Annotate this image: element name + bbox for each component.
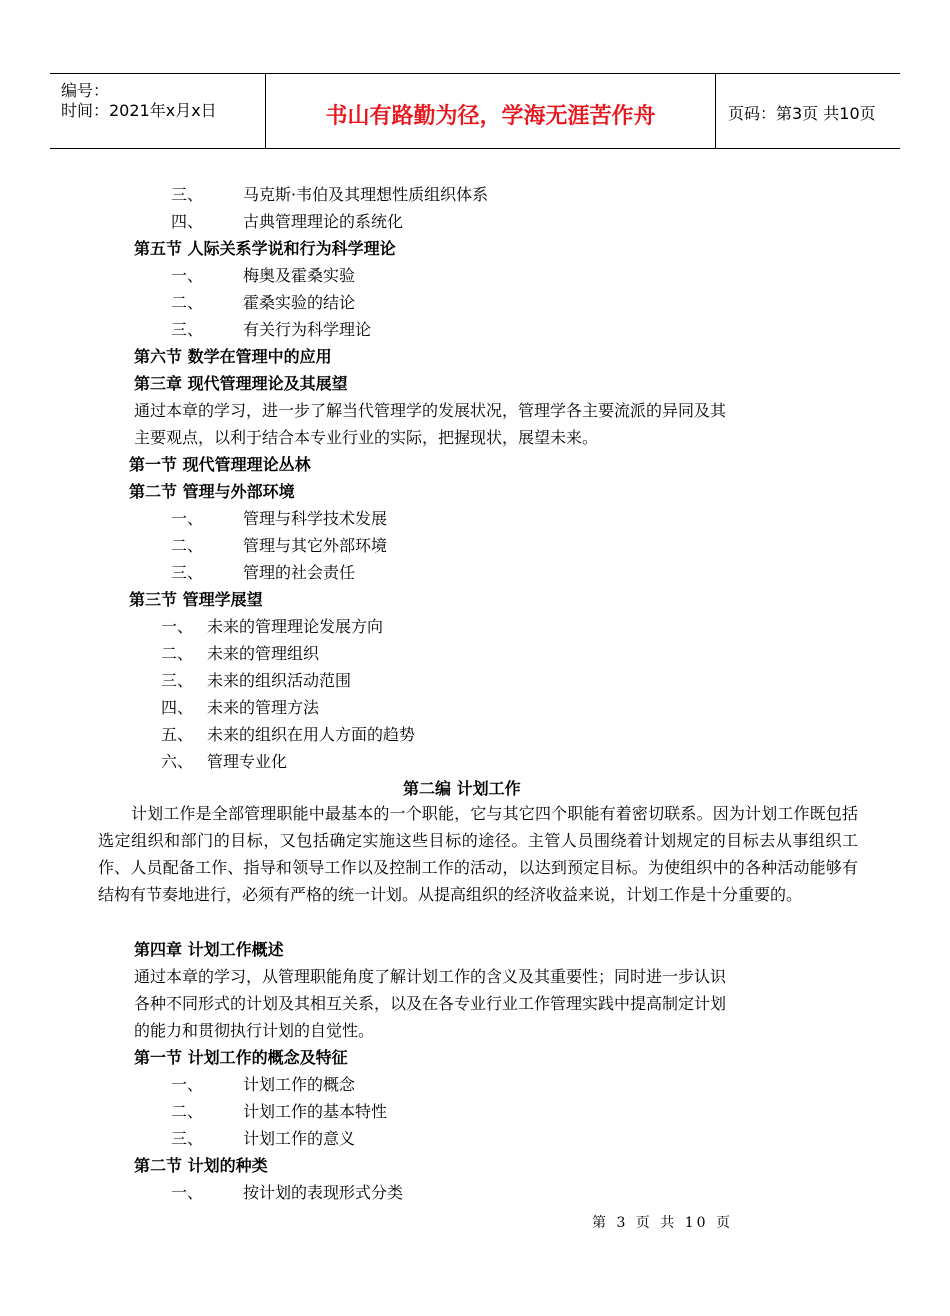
- time-label: 时间：2021年x月x日: [61, 101, 217, 120]
- section-heading: 第五节 人际关系学说和行为科学理论: [134, 239, 396, 258]
- section-heading: 第一节 计划工作的概念及特征: [134, 1048, 348, 1067]
- header-meta-cell: [50, 74, 266, 148]
- section-heading: 第二节 管理与外部环境: [129, 482, 295, 501]
- section-heading: 第三节 管理学展望: [129, 590, 263, 609]
- list-item: 管理与科学技术发展: [243, 509, 388, 528]
- list-number: 二、: [171, 536, 204, 555]
- list-number: 二、: [171, 1102, 204, 1121]
- list-item: 计划工作的基本特性: [243, 1102, 388, 1121]
- list-item: 未来的管理理论发展方向: [207, 617, 384, 636]
- list-item: 古典管理理论的系统化: [243, 212, 404, 231]
- list-number: 一、: [171, 1075, 204, 1094]
- header-page-cell: [716, 74, 900, 148]
- chapter-intro-line: 通过本章的学习，进一步了解当代管理学的发展状况，管理学各主要流派的异同及其: [134, 401, 727, 420]
- list-number: 三、: [171, 185, 204, 204]
- list-item: 按计划的表现形式分类: [243, 1183, 404, 1202]
- part-intro-paragraph: 计划工作是全部管理职能中最基本的一个职能，它与其它四个职能有着密切联系。因为计划工作既包括选定组织和部门的目标，又包括确定实施这些目标的途径。主管人员围绕着计划规定的目标去从事组织工作、人员配备工作、指导和领导工作以及控制工作的活动，以达到预定目标。为使组织中的各种活动能够有结构有节奏地进行，必须有严格的统一计划。从提高组织的经济收益来说，计划工作是十分重要的。: [98, 804, 858, 904]
- list-number: 二、: [161, 644, 194, 663]
- list-number: 一、: [161, 617, 194, 636]
- list-number: 四、: [171, 212, 204, 231]
- document-header: [50, 73, 900, 149]
- list-item: 管理的社会责任: [243, 563, 356, 582]
- list-item: 计划工作的概念: [243, 1075, 356, 1094]
- chapter-intro-line: 的能力和贯彻执行计划的自觉性。: [134, 1021, 375, 1040]
- list-number: 六、: [161, 752, 194, 771]
- list-number: 三、: [171, 1129, 204, 1148]
- motto: 书山有路勤为径，学海无涯苦作舟: [325, 104, 656, 129]
- list-number: 三、: [161, 671, 194, 690]
- list-number: 一、: [171, 266, 204, 285]
- list-item: 未来的组织在用人方面的趋势: [207, 725, 416, 744]
- page-label: 页码：第3页 共10页: [728, 104, 876, 123]
- chapter-intro-line: 各种不同形式的计划及其相互关系，以及在各专业行业工作管理实践中提高制定计划: [134, 994, 727, 1013]
- list-item: 管理与其它外部环境: [243, 536, 388, 555]
- list-number: 三、: [171, 563, 204, 582]
- chapter-heading: 第四章 计划工作概述: [134, 940, 284, 959]
- part-heading: 第二编 计划工作: [403, 779, 521, 798]
- list-number: 四、: [161, 698, 194, 717]
- list-item: 马克斯·韦伯及其理想性质组织体系: [243, 185, 489, 204]
- section-heading: 第一节 现代管理理论丛林: [129, 455, 311, 474]
- list-number: 二、: [171, 293, 204, 312]
- list-item: 未来的管理组织: [207, 644, 320, 663]
- list-number: 一、: [171, 509, 204, 528]
- chapter-heading: 第三章 现代管理理论及其展望: [134, 374, 348, 393]
- number-label: 编号：: [61, 81, 110, 100]
- list-number: 三、: [171, 320, 204, 339]
- list-number: 五、: [161, 725, 194, 744]
- list-item: 有关行为科学理论: [243, 320, 372, 339]
- list-item: 霍桑实验的结论: [243, 293, 356, 312]
- header-motto-cell: [266, 74, 716, 148]
- list-item: 管理专业化: [207, 752, 288, 771]
- list-item: 未来的组织活动范围: [207, 671, 352, 690]
- chapter-intro-line: 主要观点，以利于结合本专业行业的实际，把握现状，展望未来。: [134, 428, 599, 447]
- chapter-intro-line: 通过本章的学习，从管理职能角度了解计划工作的含义及其重要性；同时进一步认识: [134, 967, 727, 986]
- list-item: 梅奥及霍桑实验: [243, 266, 356, 285]
- list-item: 未来的管理方法: [207, 698, 320, 717]
- section-heading: 第二节 计划的种类: [134, 1156, 268, 1175]
- section-heading: 第六节 数学在管理中的应用: [134, 347, 332, 366]
- list-item: 计划工作的意义: [243, 1129, 356, 1148]
- page-footer: 第 3 页 共 10 页: [592, 1215, 733, 1231]
- list-number: 一、: [171, 1183, 204, 1202]
